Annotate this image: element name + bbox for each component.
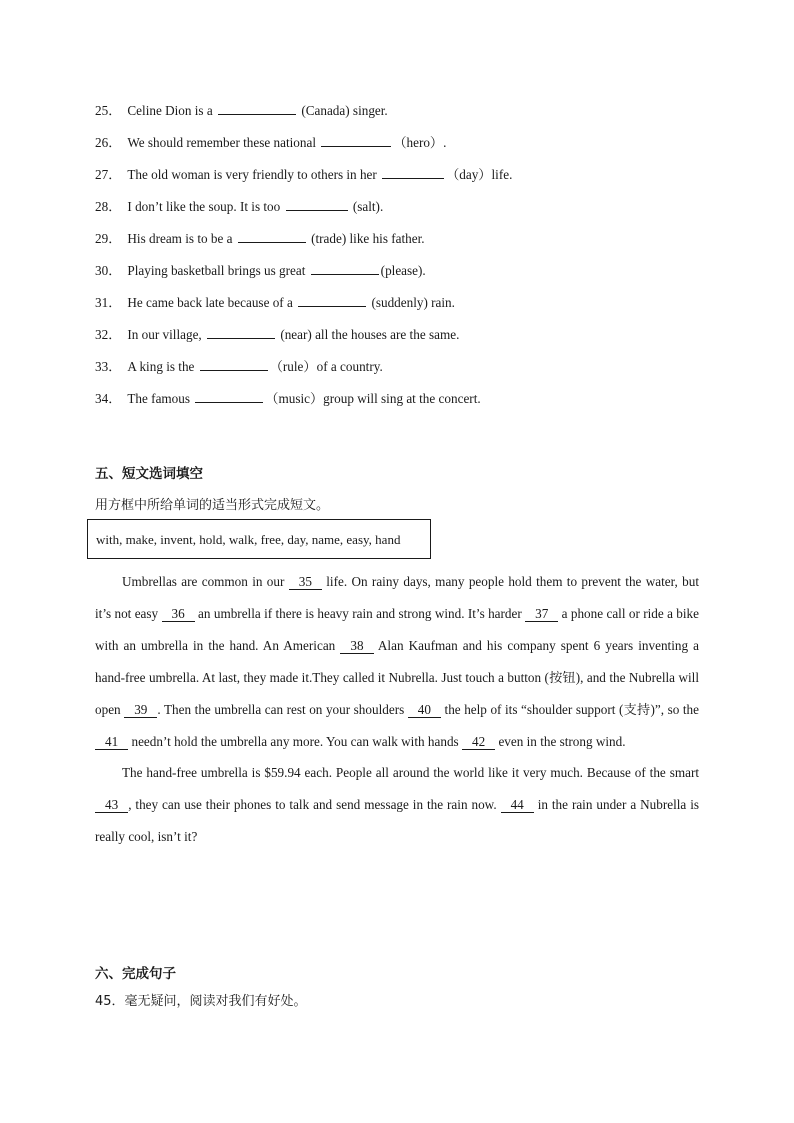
answer-blank[interactable] (200, 357, 268, 371)
question-45: 45．毫无疑问，阅读对我们有好处。 (95, 994, 307, 1009)
question-number: 34． (95, 391, 122, 406)
blank-36[interactable]: 36 (162, 607, 195, 622)
question-number: 25． (95, 103, 122, 118)
question-text-after: （hero）. (393, 135, 447, 150)
question-text-before: The famous (127, 391, 194, 406)
question-27 (95, 164, 715, 196)
question-33 (95, 356, 715, 388)
question-text-after: (salt). (349, 199, 384, 214)
passage-text: an umbrella if there is heavy rain and strong wind. It’s harder (194, 605, 526, 621)
answer-blank[interactable] (382, 165, 444, 179)
question-number: 27． (95, 167, 122, 182)
passage-text: life. On rainy days, many people hold them to prevent the water, but it’s not easy (95, 574, 699, 621)
word-bank-box: with, make, invent, hold, walk, free, day, name, easy, hand (87, 519, 431, 559)
passage-text: a phone call or ride a bike with an umbrella in the hand. An American (95, 605, 699, 653)
question-30 (95, 260, 715, 292)
question-number: 33． (95, 359, 122, 374)
question-text-before: We should remember these national (127, 135, 320, 150)
passage-text: The hand-free umbrella is $59.94 each. People all around the world like it very much. Because of the smart (122, 765, 699, 781)
question-text-after: （rule）of a country. (269, 359, 383, 374)
blank-37[interactable]: 37 (525, 607, 558, 622)
answer-blank[interactable] (207, 325, 275, 339)
question-text-before: His dream is to be a (127, 231, 236, 246)
question-text-before: A king is the (127, 359, 198, 374)
question-number: 30． (95, 263, 122, 278)
question-number: 32． (95, 327, 122, 342)
answer-blank[interactable] (286, 197, 348, 211)
passage-paragraph-2 (95, 757, 699, 853)
question-text-after: (Canada) singer. (298, 103, 388, 118)
question-25 (95, 100, 715, 132)
passage-text: Alan Kaufman and his company spent 6 years inventing a hand-free umbrella. At last, they made it.They called it Nubrella. Just touch a button (按钮), and the Nubrella will open (95, 637, 700, 717)
question-text-before: In our village, (127, 327, 206, 342)
passage-text: , they can use their phones to talk and send message in the rain now. (128, 797, 501, 813)
question-text-after: (suddenly) rain. (368, 295, 455, 310)
section-5-title: 五、短文选词填空 (95, 466, 203, 482)
question-text-after: （music）group will sing at the concert. (265, 391, 481, 406)
section-5-instruction: 用方框中所给单词的适当形式完成短文。 (95, 498, 330, 513)
passage-text: in the rain under a Nubrella is really cool, isn’t it? (95, 797, 699, 845)
question-text-before: Celine Dion is a (127, 103, 217, 118)
blank-35[interactable]: 35 (289, 575, 322, 590)
question-number: 31． (95, 295, 122, 310)
section-6-title: 六、完成句子 (95, 966, 176, 982)
question-text-after: (near) all the houses are the same. (277, 327, 460, 342)
question-text-after: （day）life. (446, 167, 513, 182)
answer-blank[interactable] (298, 293, 366, 307)
question-number: 28． (95, 199, 122, 214)
blank-39[interactable]: 39 (124, 703, 157, 718)
passage-text: . Then the umbrella can rest on your shoulders (157, 701, 408, 717)
question-text-before: He came back late because of a (127, 295, 297, 310)
question-text-before: Playing basketball brings us great (127, 263, 309, 278)
question-29 (95, 228, 715, 260)
cloze-passage (95, 566, 699, 853)
question-number: 29． (95, 231, 122, 246)
question-text-after: (trade) like his father. (307, 231, 425, 246)
blank-43[interactable]: 43 (95, 798, 128, 813)
blank-41[interactable]: 41 (95, 735, 128, 750)
question-34 (95, 388, 715, 420)
question-text-before: I don’t like the soup. It is too (127, 199, 284, 214)
passage-text: the help of its “shoulder support (支持)”, so the (440, 701, 699, 717)
answer-blank[interactable] (218, 101, 296, 115)
passage-paragraph-1 (95, 566, 699, 757)
question-31 (95, 292, 715, 324)
question-32 (95, 324, 715, 356)
answer-blank[interactable] (311, 261, 379, 275)
blank-42[interactable]: 42 (462, 735, 495, 750)
passage-text: Umbrellas are common in our (122, 574, 289, 589)
question-number: 26． (95, 135, 122, 150)
blank-38[interactable]: 38 (340, 639, 373, 654)
question-28 (95, 196, 715, 228)
passage-text: even in the strong wind. (495, 733, 626, 749)
answer-blank[interactable] (238, 229, 306, 243)
answer-blank[interactable] (195, 389, 263, 403)
passage-text: needn’t hold the umbrella any more. You can walk with hands (128, 733, 462, 749)
question-text-after: (please). (380, 263, 426, 278)
word-form-questions (95, 100, 715, 420)
question-text-before: The old woman is very friendly to others in her (127, 167, 381, 182)
answer-blank[interactable] (321, 133, 391, 147)
blank-44[interactable]: 44 (501, 798, 534, 813)
question-26 (95, 132, 715, 164)
blank-40[interactable]: 40 (408, 703, 441, 718)
